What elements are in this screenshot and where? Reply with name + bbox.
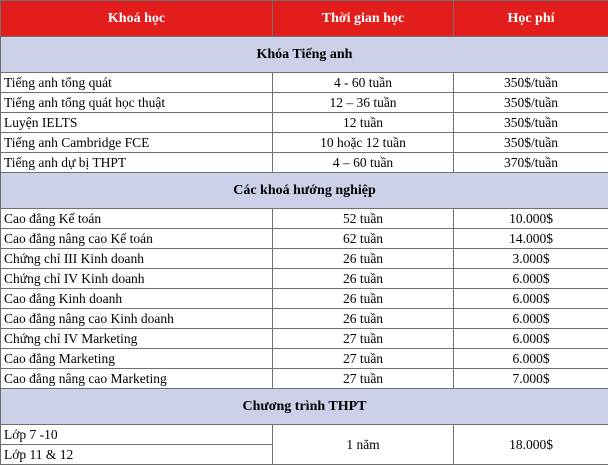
course-cell: Lớp 7 -10 xyxy=(1,425,273,445)
table-row xyxy=(1,329,608,349)
table-header-row xyxy=(1,1,608,37)
section-header-vocational xyxy=(1,173,608,209)
duration-cell: 4 – 60 tuần xyxy=(273,153,454,173)
course-cell: Luyện IELTS xyxy=(1,113,273,133)
table-row xyxy=(1,93,608,113)
header-duration: Thời gian học xyxy=(273,1,454,37)
course-cell: Chứng chỉ III Kinh doanh xyxy=(1,249,273,269)
fee-cell: 350$/tuần xyxy=(454,133,608,153)
table-row xyxy=(1,425,608,445)
section-title: Khóa Tiếng anh xyxy=(1,37,608,73)
header-course: Khoá học xyxy=(1,1,273,37)
table-row xyxy=(1,113,608,133)
course-cell: Lớp 11 & 12 xyxy=(1,445,273,465)
duration-cell: 1 năm xyxy=(273,425,454,465)
duration-cell: 27 tuần xyxy=(273,369,454,389)
fee-cell: 14.000$ xyxy=(454,229,608,249)
course-cell: Tiếng anh Cambridge FCE xyxy=(1,133,273,153)
section-header-highschool xyxy=(1,389,608,425)
duration-cell: 26 tuần xyxy=(273,309,454,329)
table-row xyxy=(1,229,608,249)
header-fee: Học phí xyxy=(454,1,608,37)
fee-cell: 350$/tuần xyxy=(454,93,608,113)
fee-cell: 370$/tuần xyxy=(454,153,608,173)
duration-cell: 26 tuần xyxy=(273,269,454,289)
fee-cell: 6.000$ xyxy=(454,269,608,289)
course-cell: Tiếng anh dự bị THPT xyxy=(1,153,273,173)
course-cell: Tiếng anh tổng quát xyxy=(1,73,273,93)
table-row xyxy=(1,73,608,93)
table-row xyxy=(1,289,608,309)
course-cell: Cao đẳng Marketing xyxy=(1,349,273,369)
fee-cell: 350$/tuần xyxy=(454,113,608,133)
fee-cell: 6.000$ xyxy=(454,289,608,309)
fee-cell: 7.000$ xyxy=(454,369,608,389)
section-title: Các khoá hướng nghiệp xyxy=(1,173,608,209)
table-row xyxy=(1,309,608,329)
fee-cell: 18.000$ xyxy=(454,425,608,465)
fee-cell: 6.000$ xyxy=(454,349,608,369)
course-cell: Cao đẳng Kinh doanh xyxy=(1,289,273,309)
course-cell: Cao đẳng nâng cao Kế toán xyxy=(1,229,273,249)
duration-cell: 62 tuần xyxy=(273,229,454,249)
duration-cell: 4 - 60 tuần xyxy=(273,73,454,93)
duration-cell: 26 tuần xyxy=(273,289,454,309)
section-title: Chương trình THPT xyxy=(1,389,608,425)
table-row xyxy=(1,369,608,389)
duration-cell: 26 tuần xyxy=(273,249,454,269)
duration-cell: 27 tuần xyxy=(273,349,454,369)
duration-cell: 12 – 36 tuần xyxy=(273,93,454,113)
duration-cell: 10 hoặc 12 tuần xyxy=(273,133,454,153)
fee-cell: 6.000$ xyxy=(454,309,608,329)
section-header-english xyxy=(1,37,608,73)
fee-cell: 10.000$ xyxy=(454,209,608,229)
table-row xyxy=(1,209,608,229)
fee-cell: 350$/tuần xyxy=(454,73,608,93)
duration-cell: 27 tuần xyxy=(273,329,454,349)
duration-cell: 12 tuần xyxy=(273,113,454,133)
table-row xyxy=(1,133,608,153)
fee-cell: 3.000$ xyxy=(454,249,608,269)
fee-cell: 6.000$ xyxy=(454,329,608,349)
course-cell: Cao đẳng Kế toán xyxy=(1,209,273,229)
course-cell: Chứng chỉ IV Kinh doanh xyxy=(1,269,273,289)
course-cell: Chứng chỉ IV Marketing xyxy=(1,329,273,349)
table-row xyxy=(1,153,608,173)
table-row xyxy=(1,249,608,269)
course-cell: Cao đẳng nâng cao Marketing xyxy=(1,369,273,389)
table-row xyxy=(1,349,608,369)
course-cell: Tiếng anh tổng quát học thuật xyxy=(1,93,273,113)
table-row xyxy=(1,269,608,289)
duration-cell: 52 tuần xyxy=(273,209,454,229)
course-cell: Cao đẳng nâng cao Kinh doanh xyxy=(1,309,273,329)
